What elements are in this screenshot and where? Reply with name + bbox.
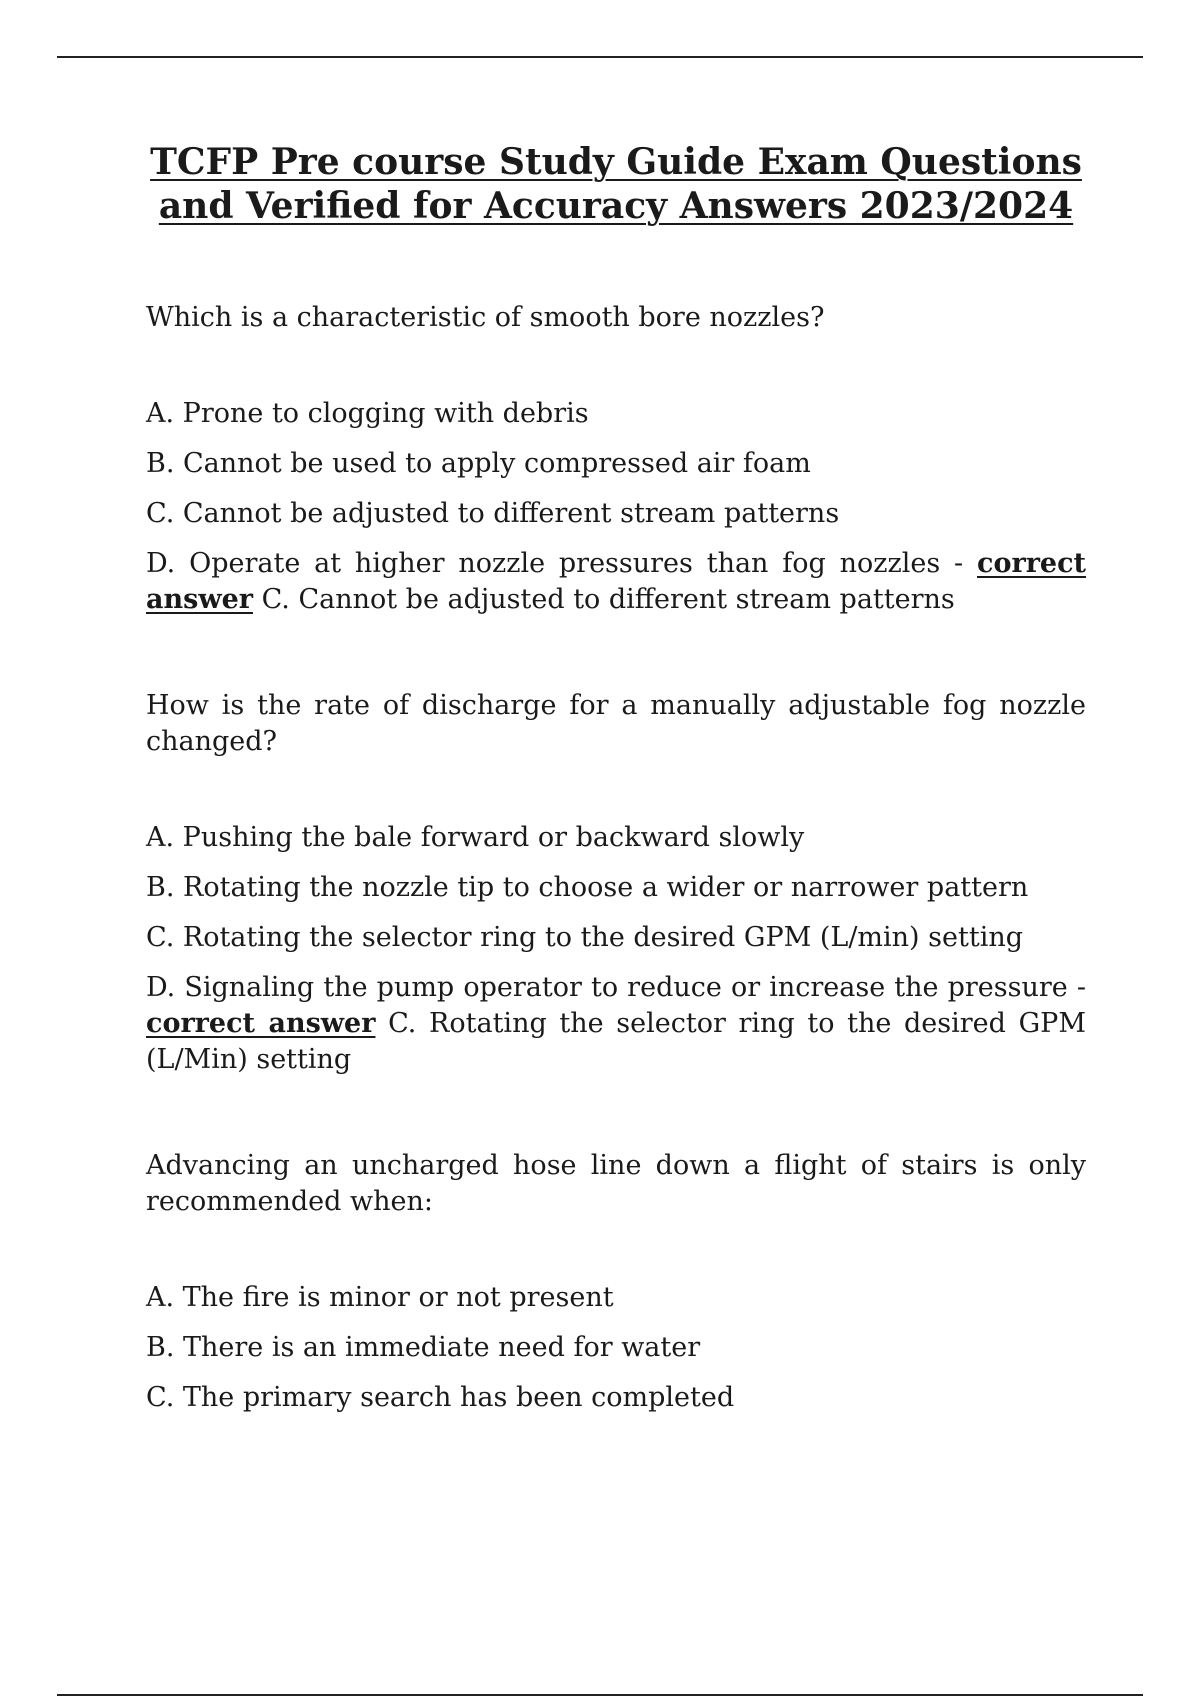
option-a: A. Pushing the bale forward or backward slowly [146,822,805,853]
footer-rule [57,1694,1143,1696]
question-text: Which is a characteristic of smooth bore nozzles? [146,302,825,333]
option-b: B. Rotating the nozzle tip to choose a wider or narrower pattern [146,872,1029,903]
correct-answer-label: correct answer [146,1008,376,1039]
header-rule [57,56,1143,58]
document-body [146,140,1086,1486]
option-c: C. The primary search has been completed [146,1382,735,1413]
option-a: A. Prone to clogging with debris [146,398,589,429]
correct-answer-label: correct answer [146,548,1087,615]
option-c: C. Cannot be adjusted to different stream patterns [146,498,840,529]
option-d-with-answer [146,546,1086,618]
option-c: C. Rotating the selector ring to the desired GPM (L/min) setting [146,922,1023,953]
question-text: How is the rate of discharge for a manually adjustable fog nozzle changed? [146,690,1086,757]
option-b: B. There is an immediate need for water [146,1332,701,1363]
option-b: B. Cannot be used to apply compressed air foam [146,448,811,479]
question-block-2 [146,688,1086,1078]
answer-text: C. Cannot be adjusted to different stream patterns [261,584,955,615]
answer-text: C. Rotating the selector ring to the desired GPM (L/Min) setting [146,1008,1086,1075]
option-d: D. Operate at higher nozzle pressures than fog nozzles - [146,548,964,579]
question-block-1 [146,300,1086,618]
option-d-with-answer [146,970,1086,1078]
option-d: D. Signaling the pump operator to reduce or increase the pressure - [146,972,1086,1003]
question-text: Advancing an uncharged hose line down a flight of stairs is only recommended when: [146,1150,1086,1217]
option-a: A. The fire is minor or not present [146,1282,614,1313]
question-block-3 [146,1148,1086,1416]
document-title: TCFP Pre course Study Guide Exam Questions and Verified for Accuracy Answers 2023/2024 [150,141,1082,227]
